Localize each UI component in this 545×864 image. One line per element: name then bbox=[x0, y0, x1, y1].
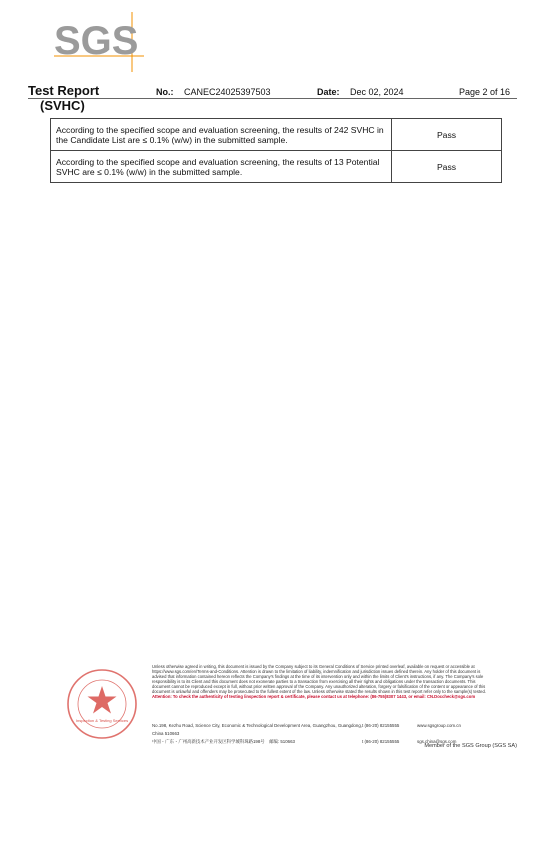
address-en: No.198, Kezhu Road, Science City, Economic & Technological Development Area, Guangzhou, Guangdong, China 510663 bbox=[152, 723, 362, 736]
website: www.sgsgroup.com.cn bbox=[417, 723, 461, 728]
sgs-logo-text: SGS bbox=[54, 19, 139, 63]
result-description: According to the specified scope and evaluation screening, the results of 242 SVHC in the Candidate List are ≤ 0.1% (w/w) in the submitted sample. bbox=[51, 119, 392, 151]
email: sgs.china@sgs.com bbox=[417, 739, 457, 744]
report-no-value: CANEC24025397503 bbox=[184, 87, 271, 97]
disclaimer-text: Unless otherwise agreed in writing, this document is issued by the Company subject to its General Conditions of Service printed overleaf, available on request or accessible at https://www.sgs.com/en/Terms-and-Conditions. Attention is drawn to the limitation of liability, indemnification and jurisdiction issues defined therein. Any holder of this document is advised that information contained hereon reflects the Company's findings at the time of its intervention only and within the limits of Client's instructions, if any. The Company's sole responsibility is to its Client and this document does not exonerate parties to a transaction from exercising all their rights and obligations under the transaction documents. This document cannot be reproduced except in full, without prior written approval of the Company. Any unauthorized alteration, forgery or falsification of the content or appearance of this document is unlawful and offenders may be prosecuted to the fullest extent of the law. Unless otherwise stated the results shown in this test report refer only to the sample(s) tested. bbox=[152, 664, 486, 694]
result-value: Pass bbox=[392, 119, 502, 151]
title-line2: (SVHC) bbox=[40, 98, 85, 113]
attention-text: Attention: To check the authenticity of testing /inspection report & certificate, please contact us at telephone: (86-755)8307 1443, or email: CN.Doccheck@sgs.com bbox=[152, 694, 476, 699]
table-row bbox=[51, 151, 502, 183]
result-value: Pass bbox=[392, 151, 502, 183]
phone-en: t (86-20) 82155555 bbox=[362, 723, 400, 728]
address-cn: 中国・广东・广州高新技术产业开发区科学城科珠路198号 邮编: 510663 bbox=[152, 739, 295, 744]
date-value: Dec 02, 2024 bbox=[350, 87, 404, 97]
result-description: According to the specified scope and evaluation screening, the results of 13 Potential SVHC are ≤ 0.1% (w/w) in the submitted sample. bbox=[51, 151, 392, 183]
table-row bbox=[51, 119, 502, 151]
inspection-stamp bbox=[60, 666, 144, 742]
member-note: Member of the SGS Group (SGS SA) bbox=[424, 743, 517, 749]
disclaimer bbox=[152, 664, 490, 699]
stamp-label: Inspection & Testing Services bbox=[75, 718, 129, 723]
page-number: Page 2 of 16 bbox=[459, 87, 545, 864]
phone-cn: t (86-20) 82155555 bbox=[362, 739, 400, 744]
star-icon bbox=[88, 686, 117, 714]
header-rule bbox=[28, 98, 517, 99]
date-label: Date: bbox=[317, 87, 340, 97]
title-line1: Test Report bbox=[28, 83, 100, 98]
sgs-logo bbox=[54, 12, 144, 72]
results-table bbox=[50, 118, 502, 183]
report-no-label: No.: bbox=[156, 87, 174, 97]
